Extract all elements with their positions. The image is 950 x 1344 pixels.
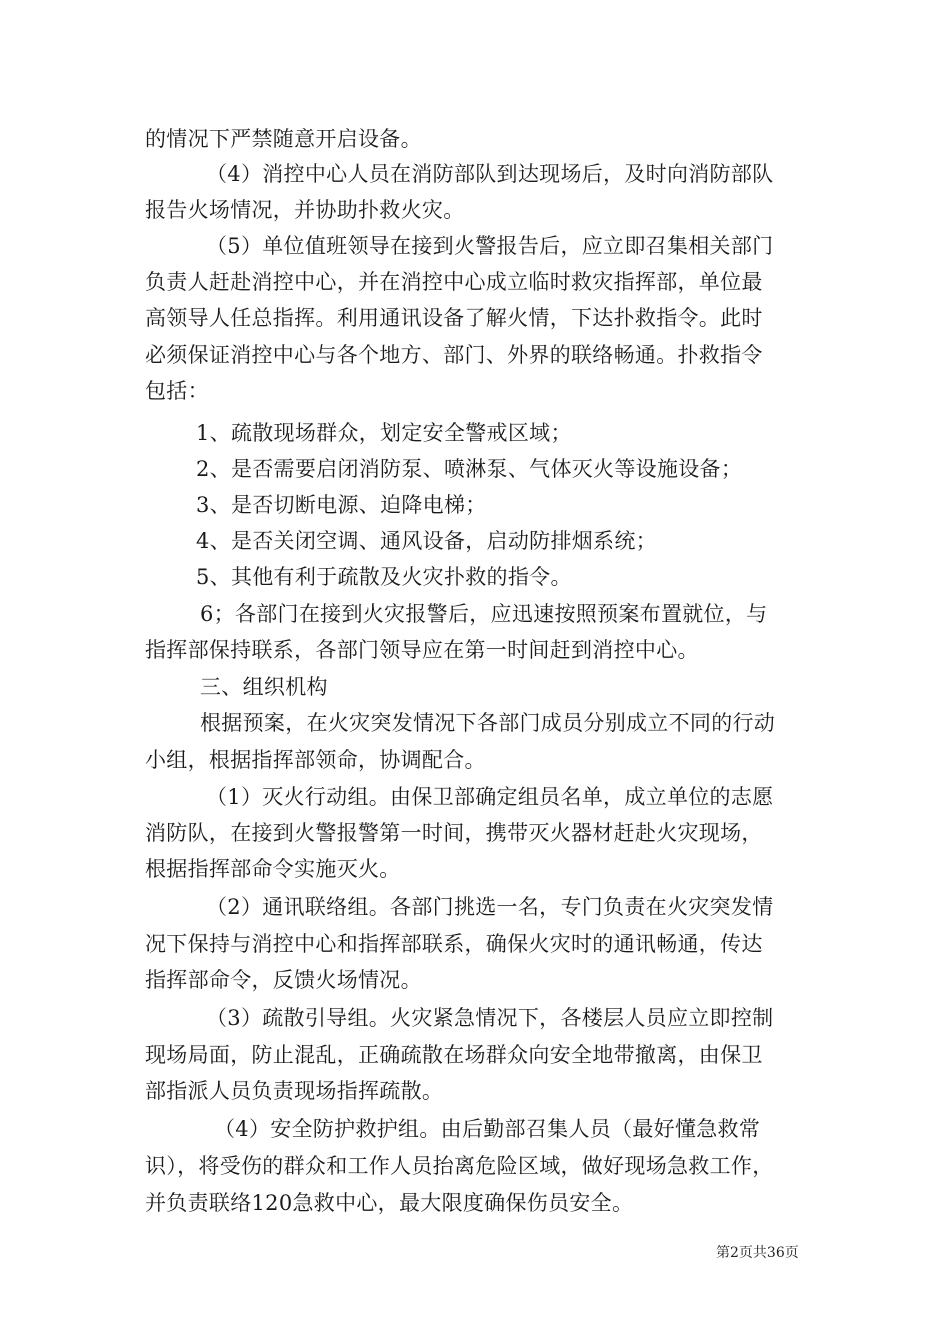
text-line: 的情况下严禁随意开启设备。 — [145, 127, 422, 151]
text-line: 小组，根据指挥部领命，协调配合。 — [145, 748, 486, 772]
text-line: （3）疏散引导组。火灾紧急情况下，各楼层人员应立即控制 — [206, 1006, 774, 1030]
text-line: 包括： — [145, 379, 209, 403]
text-line: （4）安全防护救护组。由后勤部召集人员（最好懂急救常 — [214, 1117, 761, 1141]
text-line: 消防队，在接到火警报警第一时间，携带灭火器材赶赴火灾现场， — [145, 821, 763, 845]
text-line: 根据指挥部命令实施灭火。 — [145, 857, 401, 881]
text-line: （2）通讯联络组。各部门挑选一名，专门负责在火灾突发情 — [206, 895, 774, 919]
text-line: 高领导人任总指挥。利用通讯设备了解火情，下达扑救指令。此时 — [145, 306, 763, 330]
section-heading: 三、组织机构 — [200, 675, 328, 699]
list-item: 3、是否切断电源、迫降电梯； — [196, 493, 487, 517]
text-line: 6；各部门在接到火灾报警后，应迅速按照预案布置就位，与 — [200, 602, 768, 626]
text-line: 并负责联络120急救中心，最大限度确保伤员安全。 — [145, 1191, 634, 1215]
list-item: 4、是否关闭空调、通风设备，启动防排烟系统； — [196, 529, 657, 553]
text-line: （4）消控中心人员在消防部队到达现场后，及时向消防部队 — [206, 162, 774, 186]
list-item: 2、是否需要启闭消防泵、喷淋泵、气体灭火等设施设备； — [196, 457, 743, 481]
list-item: 1、疏散现场群众，划定安全警戒区域； — [196, 421, 572, 445]
text-line: 指挥部命令，反馈火场情况。 — [145, 968, 422, 992]
text-line: （5）单位值班领导在接到火警报告后，应立即召集相关部门 — [206, 234, 774, 258]
list-item: 5、其他有利于疏散及火灾扑救的指令。 — [196, 565, 572, 589]
text-line: 报告火场情况，并协助扑救火灾。 — [145, 198, 465, 222]
text-line: 况下保持与消控中心和指挥部联系，确保火灾时的通讯畅通，传达 — [145, 932, 763, 956]
text-line: 现场局面，防止混乱，正确疏散在场群众向安全地带撤离，由保卫 — [145, 1043, 763, 1067]
page-number-footer: 第2页共36页 — [716, 1245, 799, 1261]
text-line: 必须保证消控中心与各个地方、部门、外界的联络畅通。扑救指令 — [145, 343, 763, 367]
text-line: （1）灭火行动组。由保卫部确定组员名单，成立单位的志愿 — [206, 785, 774, 809]
text-line: 根据预案，在火灾突发情况下各部门成员分别成立不同的行动 — [200, 711, 776, 735]
text-line: 指挥部保持联系，各部门领导应在第一时间赶到消控中心。 — [145, 638, 699, 662]
text-line: 识），将受伤的群众和工作人员抬离危险区域，做好现场急救工作， — [145, 1154, 774, 1178]
text-line: 部指派人员负责现场指挥疏散。 — [145, 1079, 444, 1103]
text-line: 负责人赶赴消控中心，并在消控中心成立临时救灾指挥部，单位最 — [145, 270, 763, 294]
